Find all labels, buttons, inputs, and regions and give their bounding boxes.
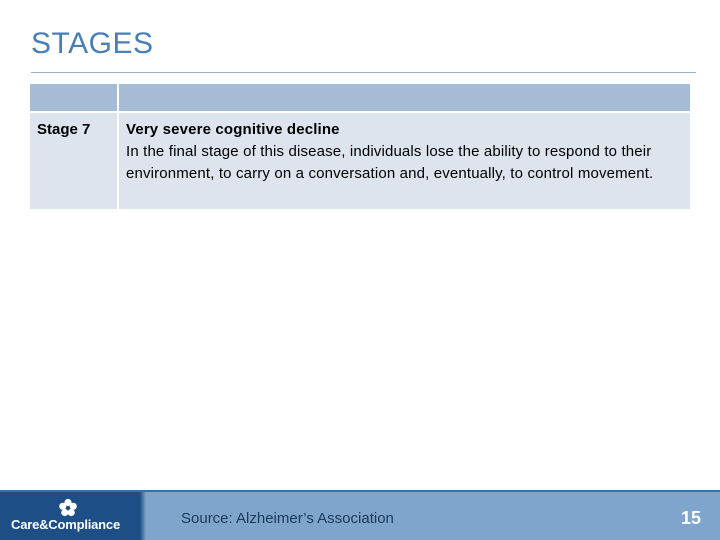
stage-heading: Very severe cognitive decline	[126, 121, 340, 138]
page-number: 15	[680, 508, 701, 528]
table-header-cell	[30, 84, 119, 111]
flower-icon	[58, 498, 78, 518]
stage-label: Stage 7	[30, 111, 119, 209]
source-citation: Source: Alzheimer’s Association	[181, 510, 394, 527]
stage-description: In the final stage of this disease, individuals lose the ability to respond to their environment, to carry on a conversation and, eventually, to control movement.	[126, 143, 654, 182]
title-divider	[31, 72, 696, 73]
slide-title: STAGES	[31, 27, 154, 60]
logo-text: Care&Compliance	[11, 517, 120, 532]
table-row	[30, 111, 690, 209]
company-logo	[0, 492, 140, 540]
stages-table	[30, 84, 690, 209]
stage-details-cell	[119, 111, 690, 209]
table-header-row	[30, 84, 690, 111]
table-header-cell	[119, 84, 690, 111]
